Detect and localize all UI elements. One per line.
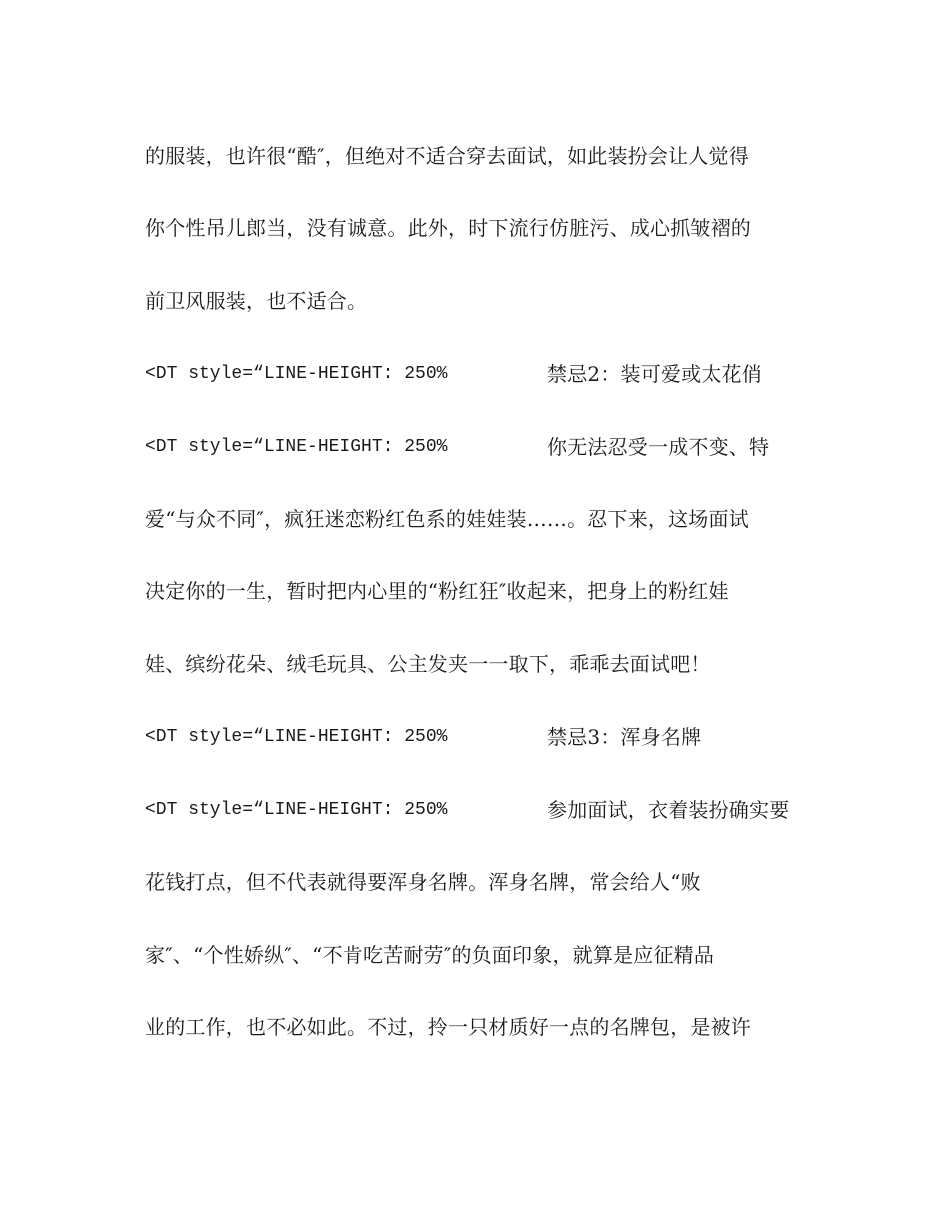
paragraph-line: 花钱打点，但不代表就得要浑身名牌。浑身名牌，常会给人“败 [145,870,701,894]
paragraph-text: 参加面试，衣着装扮确实要 [547,798,790,822]
paragraph-line: 爱“与众不同″，疯狂迷恋粉红色系的娃娃装……。忍下来，这场面试 [145,507,749,531]
paragraph-line: 家″、“个性娇纵″、“不肯吃苦耐劳″的负面印象，就算是应征精品 [145,943,715,967]
code-markup: <DT style=“LINE-HEIGHT: 250% [145,364,448,384]
paragraph-line: 决定你的一生，暂时把内心里的“粉红狂″收起来，把身上的粉红娃 [145,579,729,603]
paragraph-line: 前卫风服装，也不适合。 [145,289,368,313]
heading-text: 禁忌2：装可爱或太花俏 [547,362,762,386]
paragraph-line: 娃、缤纷花朵、绒毛玩具、公主发夹一一取下，乖乖去面试吧！ [145,652,711,676]
paragraph-text: 你无法忍受一成不变、特 [547,435,770,459]
paragraph-line: 业的工作，也不必如此。不过，拎一只材质好一点的名牌包，是被许 [145,1015,751,1039]
paragraph-line: 的服装，也许很“酷″，但绝对不适合穿去面试，如此装扮会让人觉得 [145,144,749,168]
heading-text: 禁忌3：浑身名牌 [547,725,702,749]
code-markup: <DT style=“LINE-HEIGHT: 250% [145,437,448,457]
code-markup: <DT style=“LINE-HEIGHT: 250% [145,727,448,747]
code-markup: <DT style=“LINE-HEIGHT: 250% [145,800,448,820]
paragraph-line: 你个性吊儿郎当，没有诚意。此外，时下流行仿脏污、成心抓皱褶的 [145,216,751,240]
